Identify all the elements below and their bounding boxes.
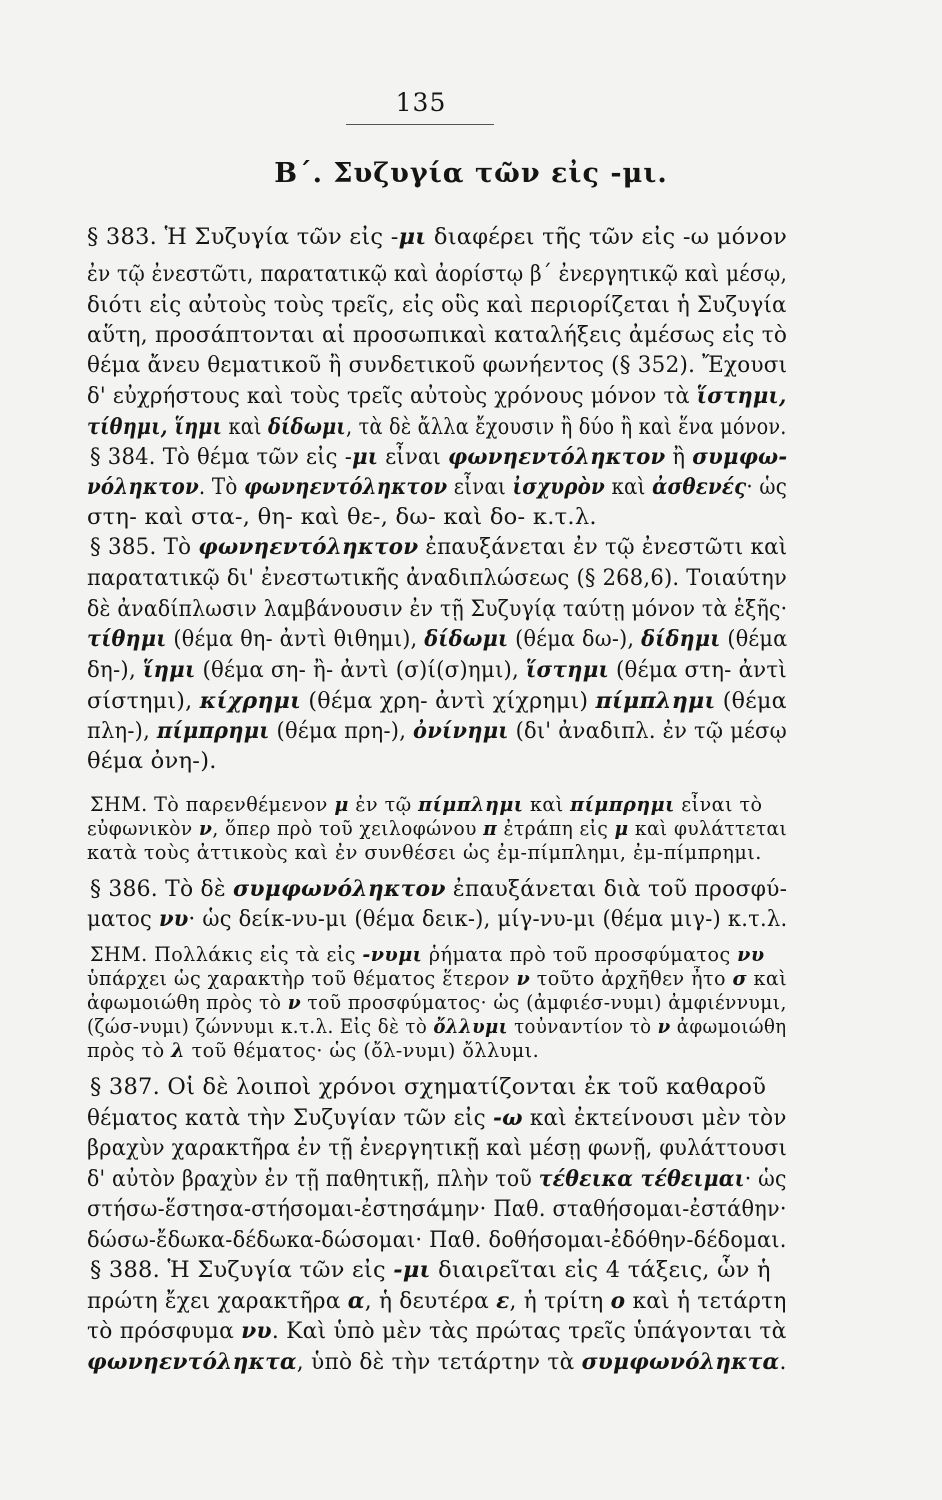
- text-line: βραχὺν χαρακτῆρα ἐν τῇ ἐνεργητικῇ καὶ μέσῃ φωνῇ, φυλάττουσι: [87, 1135, 787, 1161]
- text-line: § 388. Ἡ Συζυγία τῶν εἰς -μι διαιρεῖται εἰς 4 τάξεις, ὧν ἡ: [90, 1257, 771, 1283]
- text-line: δη-), ἵημι (θέμα ση- ἢ- ἀντὶ (σ)ί(σ)ημι), ἵστημι (θέμα στη- ἀντὶ: [87, 657, 787, 683]
- note-line: εὐφωνικὸν ν, ὅπερ πρὸ τοῦ χειλοφώνου π ἐτράπη εἰς μ καὶ φυλάττεται: [87, 817, 788, 840]
- text-line: θέμα ὀνη-).: [87, 748, 217, 774]
- text-line: πρώτη ἔχει χαρακτῆρα α, ἡ δευτέρα ε, ἡ τρίτη ο καὶ ἡ τετάρτη: [87, 1288, 787, 1314]
- note-line: ὑπάρχει ὡς χαρακτὴρ τοῦ θέματος ἕτερον ν τοῦτο ἀρχῆθεν ἦτο σ καὶ: [87, 967, 788, 990]
- note-line: ἀφωμοιώθη πρὸς τὸ ν τοῦ προσφύματος· ὡς (ἀμφιέσ-νυμι) ἀμφιέννυμι,: [87, 991, 787, 1014]
- text-line: § 386. Τὸ δὲ συμφωνόληκτον ἐπαυξάνεται διὰ τοῦ προσφύ-: [90, 876, 788, 902]
- note-line: πρὸς τὸ λ τοῦ θέματος· ὡς (ὄλ-νυμι) ὄλλυμι.: [87, 1039, 540, 1062]
- text-line: παρατατικῷ δι' ἐνεστωτικῆς ἀναδιπλώσεως (§ 268,6). Τοιαύτην: [87, 565, 788, 591]
- header-rule: [346, 124, 494, 125]
- text-line: τίθημι, ἵημι καὶ δίδωμι, τὰ δὲ ἄλλα ἔχουσιν ἢ δύο ἢ καὶ ἕνα μόνον.: [87, 414, 787, 440]
- text-line: δ' αὐτὸν βραχὺν ἐν τῇ παθητικῇ, πλὴν τοῦ τέθεικα τέθειμαι· ὡς: [87, 1166, 787, 1192]
- text-line: τίθημι (θέμα θη- ἀντὶ θιθημι), δίδωμι (θέμα δω-), δίδημι (θέμα: [87, 626, 788, 652]
- text-line: δὲ ἀναδίπλωσιν λαμβάνουσιν ἐν τῇ Συζυγίᾳ ταύτῃ μόνον τὰ ἑξῆς·: [87, 596, 788, 622]
- text-line: νόληκτον. Τὸ φωνηεντόληκτον εἶναι ἰσχυρὸν καὶ ἀσθενές· ὡς: [87, 474, 788, 500]
- text-line: § 384. Τὸ θέμα τῶν εἰς -μι εἶναι φωνηεντόληκτον ἢ συμφω-: [90, 444, 788, 470]
- text-line: διότι εἰς αὐτοὺς τοὺς τρεῖς, εἰς οὓς καὶ περιορίζεται ἡ Συζυγία: [87, 292, 787, 318]
- text-line: στήσω-ἕστησα-στήσομαι-ἐστησάμην· Παθ. σταθήσομαι-ἐστάθην·: [87, 1196, 787, 1222]
- text-line: ἐν τῷ ἐνεστῶτι, παρατατικῷ καὶ ἀορίστῳ β΄ ἐνεργητικῷ καὶ μέσῳ,: [87, 261, 788, 287]
- note-line: ΣΗΜ. Τὸ παρενθέμενον μ ἐν τῷ πίμπλημι καὶ πίμπρημι εἶναι τὸ: [90, 793, 763, 816]
- text-line: πλη-), πίμπρημι (θέμα πρη-), ὀνίνημι (δι' ἀναδιπλ. ἐν τῷ μέσῳ: [87, 718, 787, 744]
- note-line: ΣΗΜ. Πολλάκις εἰς τὰ εἰς -νυμι ῥήματα πρὸ τοῦ προσφύματος νυ: [90, 943, 765, 966]
- text-line: φωνηεντόληκτα, ὑπὸ δὲ τὴν τετάρτην τὰ συμφωνόληκτα.: [87, 1349, 787, 1375]
- note-line: κατὰ τοὺς ἀττικοὺς καὶ ἐν συνθέσει ὡς ἐμ-πίμπλημι, ἐμ-πίμπρημι.: [87, 841, 762, 864]
- text-line: θέματος κατὰ τὴν Συζυγίαν τῶν εἰς -ω καὶ ἐκτείνουσι μὲν τὸν: [87, 1105, 787, 1131]
- text-line: § 383. Ἡ Συζυγία τῶν εἰς -μι διαφέρει τῆς τῶν εἰς -ω μόνον: [87, 224, 788, 250]
- text-line: ματος νυ· ὡς δείκ-νυ-μι (θέμα δεικ-), μίγ-νυ-μι (θέμα μιγ-) κ.τ.λ.: [87, 906, 788, 932]
- text-line: θέμα ἄνευ θεματικοῦ ἢ συνδετικοῦ φωνήεντος (§ 352). Ἔχουσι: [87, 352, 788, 378]
- note-line: (ζώσ-νυμι) ζώννυμι κ.τ.λ. Εἰς δὲ τὸ ὄλλυμι τοὐναντίον τὸ ν ἀφωμοιώθη: [87, 1015, 787, 1038]
- section-heading: Β΄. Συζυγία τῶν εἰς -μι.: [274, 158, 668, 189]
- text-line: τὸ πρόσφυμα νυ. Καὶ ὑπὸ μὲν τὰς πρώτας τρεῖς ὑπάγονται τὰ: [87, 1318, 787, 1344]
- text-line: § 387. Οἱ δὲ λοιποὶ χρόνοι σχηματίζονται ἐκ τοῦ καθαροῦ: [90, 1074, 767, 1100]
- text-line: στη- καὶ στα-, θη- καὶ θε-, δω- καὶ δο- κ.τ.λ.: [87, 504, 597, 530]
- page-number: 135: [395, 88, 447, 117]
- text-line: δ' εὐχρήστους καὶ τοὺς τρεῖς αὐτοὺς χρόνους μόνον τὰ ἵστημι,: [87, 383, 787, 409]
- text-line: σίστημι), κίχρημι (θέμα χρη- ἀντὶ χίχρημι) πίμπλημι (θέμα: [87, 688, 787, 714]
- text-line: αὕτη, προσάπτονται αἱ προσωπικαὶ καταλήξεις ἀμέσως εἰς τὸ: [87, 322, 788, 348]
- text-line: § 385. Τὸ φωνηεντόληκτον ἐπαυξάνεται ἐν τῷ ἐνεστῶτι καὶ: [90, 534, 788, 560]
- text-line: δώσω-ἔδωκα-δέδωκα-δώσομαι· Παθ. δοθήσομαι-ἐδόθην-δέδομαι.: [87, 1227, 787, 1253]
